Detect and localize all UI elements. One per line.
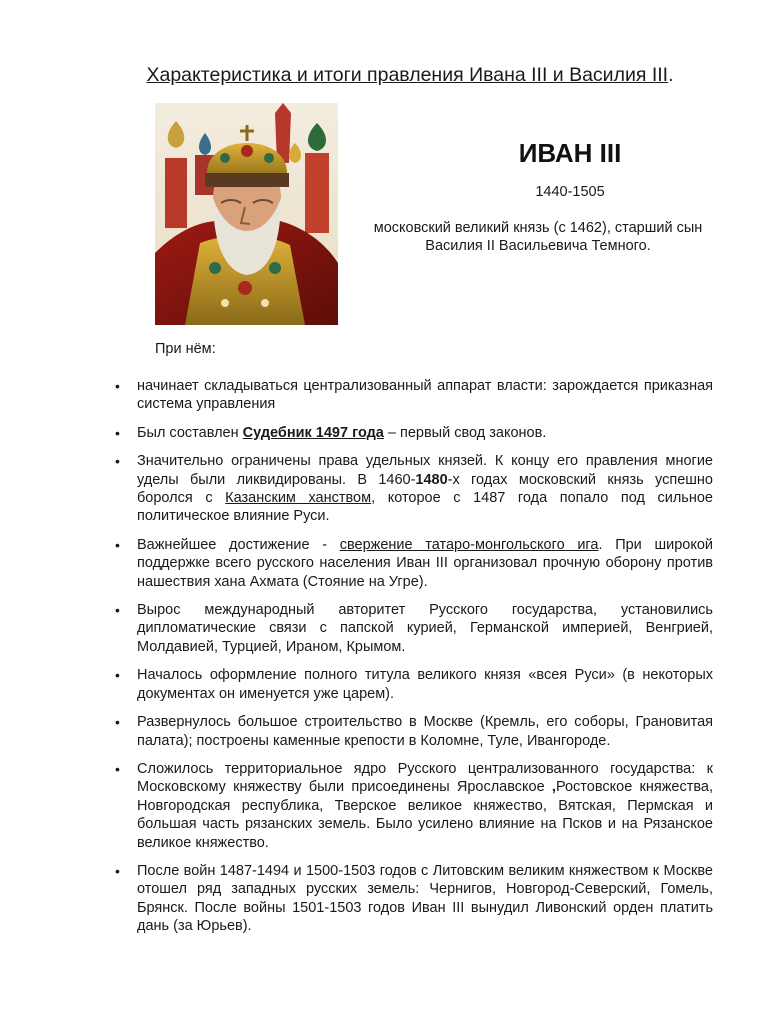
ruler-description: московский великий князь (с 1462), старший сын Василия II Васильевича Темного. (373, 220, 703, 254)
item-text: Развернулось большое строительство в Москве (Кремль, его соборы, Грановитая палата); построены каменные крепости в Коломне, Туле, Ивангороде. (137, 714, 713, 749)
page-title (0, 64, 768, 87)
list-item (137, 452, 713, 526)
item-text-before: Был составлен (137, 424, 243, 441)
item-text: После войн 1487-1494 и 1500-1503 годов с Литовским великим княжеством к Москве отошел ряд западных русских земель: Чернигов, Новгород-Северский, Гомель, Брянск. После войны 1501-1503 годов Иван III вынудил Ливонский орден платить дань (за Юрьев). (137, 862, 713, 935)
list-item (137, 536, 713, 591)
item-text-before: Важнейшее достижение - (137, 536, 340, 553)
list-item (137, 424, 713, 442)
item-text-after: – первый свод законов. (383, 424, 547, 441)
item-text-part3: , которое с 1487 года попало под сильное политическое влияние Руси. (137, 490, 713, 525)
achievements-list (137, 377, 713, 946)
list-item (137, 601, 713, 656)
item-text: начинает складываться централизованный аппарат власти: зарождается приказная система управления (137, 378, 713, 413)
item-bold-year: 1480 (415, 471, 448, 488)
yoke-overthrow-link[interactable]: свержение татаро-монгольского ига (339, 536, 599, 553)
list-item (137, 760, 713, 852)
list-item (137, 713, 713, 750)
page-title-suffix: . (668, 64, 674, 86)
sudebnik-link[interactable]: Судебник 1497 года (242, 424, 384, 441)
item-text-after: Ростовское княжества, Новгородская республика, Тверское великое княжество, Вятская, Пермская и большая часть рязанских земель. Было усилено влияние на Псков и на Рязанское великое княжество. (137, 779, 713, 851)
item-text-before: Сложилось территориальное ядро Русского централизованного государства: к Московскому княжеству были присоединены Ярославское (137, 760, 713, 796)
under-him-label: При нём: (155, 341, 216, 357)
item-text: Началось оформление полного титула великого князя «всея Руси» (в некоторых документах он именуется уже царем). (137, 667, 713, 702)
item-text-after: . При широкой поддержке всего русского населения Иван III организовал прочную оборону против нашествия хана Ахмата (Стояние на Угре). (137, 536, 714, 590)
list-item (137, 377, 713, 414)
list-item (137, 862, 713, 936)
kazan-khanate-link[interactable]: Казанским ханством (225, 490, 372, 507)
ivan-iii-portrait (155, 103, 338, 325)
item-text-part2: -х годах московский князь успешно боролся с (137, 471, 713, 507)
list-item (137, 666, 713, 703)
ruler-years: 1440-1505 (535, 184, 605, 200)
page-title-text: Характеристика и итоги правления Ивана III и Василия III (146, 64, 669, 86)
item-bold-comma: , (551, 779, 556, 796)
item-text: Вырос международный авторитет Русского государства, установились дипломатические связи с папской курией, Германской империей, Венгрией, Молдавией, Турцией, Ираном, Крымом. (137, 602, 713, 655)
item-text-part1: Значительно ограничены права удельных князей. К концу его правления многие уделы были ликвидированы. В 1460- (137, 453, 713, 488)
ruler-name: ИВАН III (518, 138, 622, 168)
